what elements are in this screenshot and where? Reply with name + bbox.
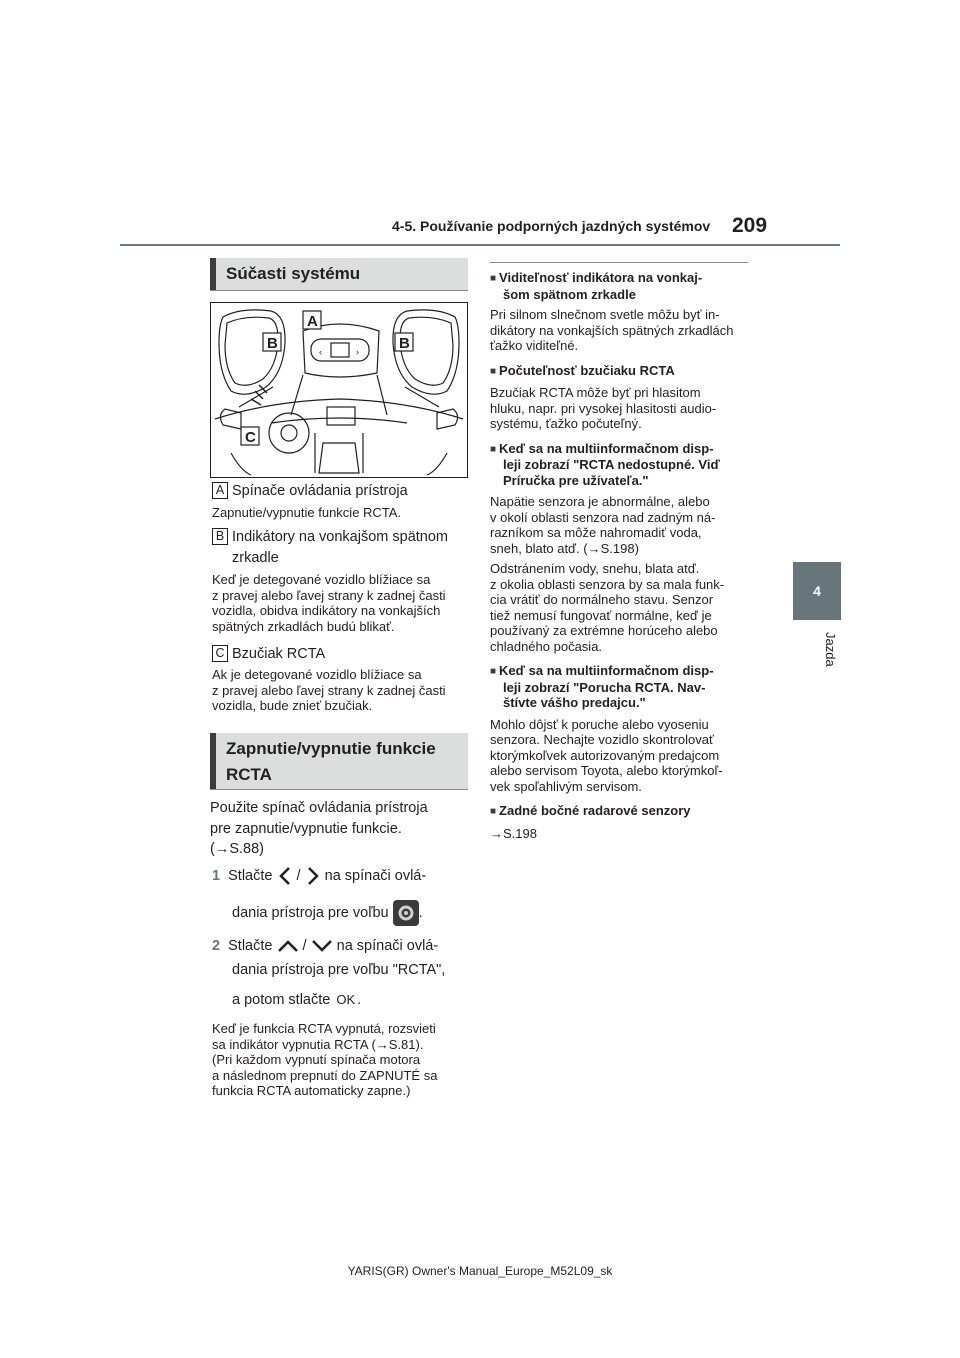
car-interior-diagram bbox=[211, 303, 467, 477]
svg-text:›: › bbox=[356, 347, 359, 357]
section-rule-2 bbox=[210, 789, 468, 790]
step-2-line-3: a potom stlačte OK . bbox=[232, 992, 362, 1008]
section-heading-components: Súčasti systému bbox=[210, 258, 468, 290]
item-a-title: A Spínače ovládania prístroja bbox=[212, 482, 408, 501]
label-c-box: C bbox=[212, 645, 228, 662]
page-number: 209 bbox=[732, 214, 768, 237]
bullet-audibility-text: Bzučiak RCTA môže byť pri hlasitom hluku, napr. pri vysokej hlasitosti audio- systému, ťažko počuteľný. bbox=[490, 385, 717, 431]
header-rule bbox=[120, 244, 840, 246]
section-title: 4-5. Používanie podporných jazdných systémov bbox=[392, 218, 711, 234]
step-2-line-2: dania prístroja pre voľbu "RCTA", bbox=[232, 962, 446, 978]
bullet-unavailable-text-2: Odstránením vody, snehu, blata atď. z okolia oblasti senzora by sa mala funk- cia vrátiť do normálneho stavu. Senzor tiež nemusí fungovať normálne, keď je používaný za extrémne horúceho alebo chladného počasia. bbox=[490, 561, 725, 654]
bullet-unavailable-title: ■ Keď sa na multiinformačnom disp- leji zobrazí "RCTA nedostupné. Viď Príručka pre užívateľa." bbox=[490, 441, 760, 489]
right-column-rule bbox=[490, 262, 748, 263]
chapter-tab: 4 bbox=[793, 562, 841, 620]
item-b-desc: Keď je detegované vozidlo blížiace sa z pravej alebo ľavej strany k zadnej časti vozidla, obidva indikátory na vonkajších spätných zrkadlách budú blikať. bbox=[212, 572, 446, 634]
note-text: Keď je funkcia RCTA vypnutá, rozsvieti sa indikátor vypnutia RCTA (→S.81). (Pri každom vypnutí spínača motora a následnom prepnutí do ZAPNUTÉ sa funkcia RCTA automaticky zapne.) bbox=[212, 1021, 438, 1098]
gear-icon bbox=[393, 900, 419, 926]
step-1-line-1: 1 Stlačte / na spínači ovlá- bbox=[212, 866, 426, 886]
system-illustration bbox=[210, 302, 468, 478]
item-b-title-2: zrkadle bbox=[232, 550, 279, 566]
step-1-line-2: dania prístroja pre voľbu . bbox=[232, 900, 423, 926]
intro-text: Použite spínač ovládania prístroja pre zapnutie/vypnutie funkcie. (→S.88) bbox=[210, 800, 428, 857]
figure-label-c: C bbox=[245, 429, 256, 446]
figure-label-b-right: B bbox=[399, 335, 410, 352]
chevron-up-icon bbox=[277, 938, 299, 954]
chevron-right-icon bbox=[305, 866, 321, 886]
figure-label-a: A bbox=[307, 313, 318, 330]
chevron-left-icon bbox=[277, 866, 293, 886]
bullet-malfunction-title: ■ Keď sa na multiinformačnom disp- leji zobrazí "Porucha RCTA. Nav- štívte vášho predajcu." bbox=[490, 663, 760, 711]
item-c-title: C Bzučiak RCTA bbox=[212, 645, 325, 664]
section-heading-toggle: Zapnutie/vypnutie funkcie RCTA bbox=[210, 733, 468, 789]
item-b-title: B Indikátory na vonkajšom spätnom bbox=[212, 528, 448, 547]
item-c-desc: Ak je detegované vozidlo blížiace sa z pravej alebo ľavej strany k zadnej časti vozidla, bude znieť bzučiak. bbox=[212, 667, 446, 713]
bullet-visibility-title: ■ Viditeľnosť indikátora na vonkaj- šom spätnom zrkadle bbox=[490, 270, 760, 302]
label-b-box: B bbox=[212, 528, 228, 545]
chevron-down-icon bbox=[311, 938, 333, 954]
label-a-box: A bbox=[212, 482, 228, 499]
item-a-desc: Zapnutie/vypnutie funkcie RCTA. bbox=[212, 505, 402, 520]
step-2-line-1: 2 Stlačte / na spínači ovlá- bbox=[212, 938, 439, 954]
bullet-visibility-text: Pri silnom slnečnom svetle môžu byť in- dikátory na vonkajších spätných zrkadlách ťažko viditeľné. bbox=[490, 307, 734, 353]
figure-label-b-left: B bbox=[267, 335, 278, 352]
bullet-unavailable-text: Napätie senzora je abnormálne, alebo v okolí oblasti senzora nad zadným ná- razníkom sa môže nahromadiť voda, sneh, blato atď. (→S.198) bbox=[490, 494, 716, 556]
svg-text:‹: ‹ bbox=[319, 347, 322, 357]
bullet-sensors-title: ■ Zadné bočné radarové senzory bbox=[490, 803, 760, 820]
right-column bbox=[490, 270, 760, 841]
chapter-label: Jazda bbox=[823, 632, 838, 667]
bullet-malfunction-text: Mohlo dôjsť k poruche alebo vyoseniu senzora. Nechajte vozidlo skontrolovať ktorýmkoľvek autorizovaným predajcom alebo servisom Toyota, alebo ktorýmkoľ- vek spoľahlivým servisom. bbox=[490, 716, 723, 794]
bullet-audibility-title: ■ Počuteľnosť bzučiaku RCTA bbox=[490, 363, 760, 380]
ok-icon: OK bbox=[336, 992, 356, 1007]
footer-manual-id: YARIS(GR) Owner's Manual_Europe_M52L09_sk bbox=[347, 1264, 613, 1278]
section-rule bbox=[210, 290, 468, 291]
bullet-sensors-text: →S.198 bbox=[490, 825, 537, 841]
